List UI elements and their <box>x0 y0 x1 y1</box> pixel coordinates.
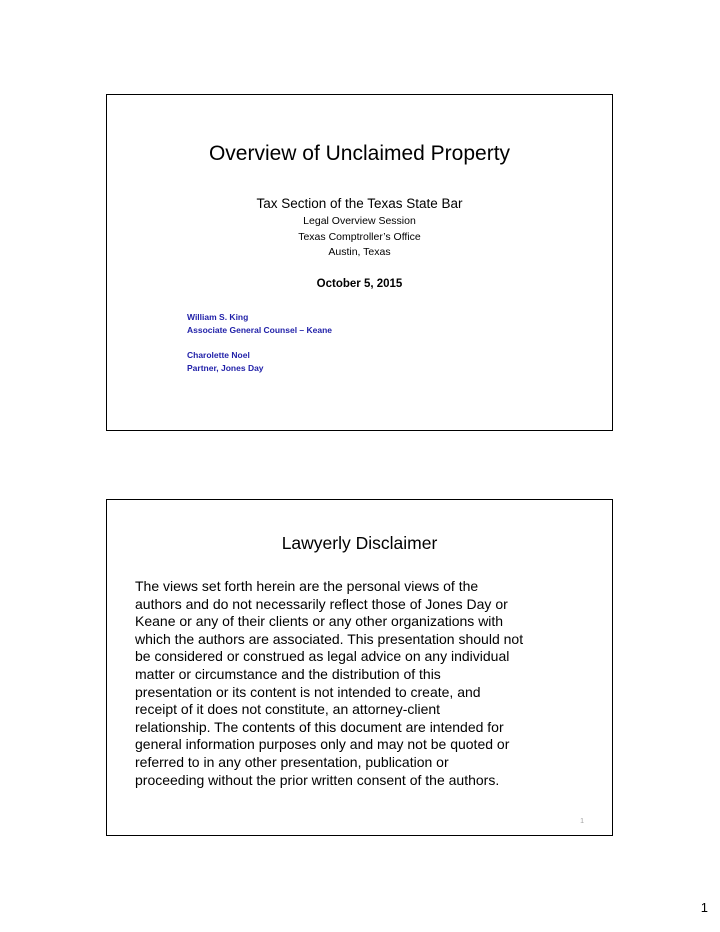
presenter-role: Associate General Counsel – Keane <box>187 325 333 335</box>
disclaimer-line: general information purposes only and may not be quoted or <box>135 736 510 753</box>
disclaimer-line: be considered or construed as legal advice on any individual <box>135 648 510 665</box>
session-line: Legal Overview Session <box>303 215 416 227</box>
disclaimer-text <box>135 578 591 789</box>
slide-title: Overview of Unclaimed Property <box>208 142 511 165</box>
disclaimer-line: presentation or its content is not intended to create, and <box>135 683 481 700</box>
slide-2 <box>106 499 613 836</box>
disclaimer-line: receipt of it does not constitute, an attorney-client <box>135 701 441 718</box>
disclaimer-line: The views set forth herein are the personal views of the <box>135 578 479 594</box>
presenter-block <box>187 311 332 337</box>
slide-1 <box>106 94 613 431</box>
presenter-name: William S. King <box>187 312 249 322</box>
disclaimer-line: referred to in any other presentation, publication or <box>135 753 449 770</box>
page-number: 1 <box>700 900 708 915</box>
slide-number: 1 <box>580 818 584 825</box>
disclaimer-line: Keane or any of their clients or any other organizations with <box>135 613 504 630</box>
disclaimer-line: which the authors are associated. This presentation should not <box>135 630 524 647</box>
session-details <box>107 214 612 261</box>
session-line: Texas Comptroller’s Office <box>298 230 421 243</box>
disclaimer-line: proceeding without the prior written consent of the authors. <box>135 771 500 788</box>
slide-subtitle: Tax Section of the Texas State Bar <box>256 196 463 211</box>
slide-title: Lawyerly Disclaimer <box>281 533 438 553</box>
disclaimer-line: matter or circumstance and the distribution of this <box>135 665 441 682</box>
presenter-role: Partner, Jones Day <box>187 363 264 373</box>
session-line: Austin, Texas <box>328 246 391 258</box>
presenter-block <box>187 349 264 375</box>
session-date: October 5, 2015 <box>316 278 403 290</box>
disclaimer-line: relationship. The contents of this document are intended for <box>135 718 504 735</box>
presenter-name: Charolette Noel <box>187 350 250 360</box>
disclaimer-line: authors and do not necessarily reflect those of Jones Day or <box>135 595 508 612</box>
